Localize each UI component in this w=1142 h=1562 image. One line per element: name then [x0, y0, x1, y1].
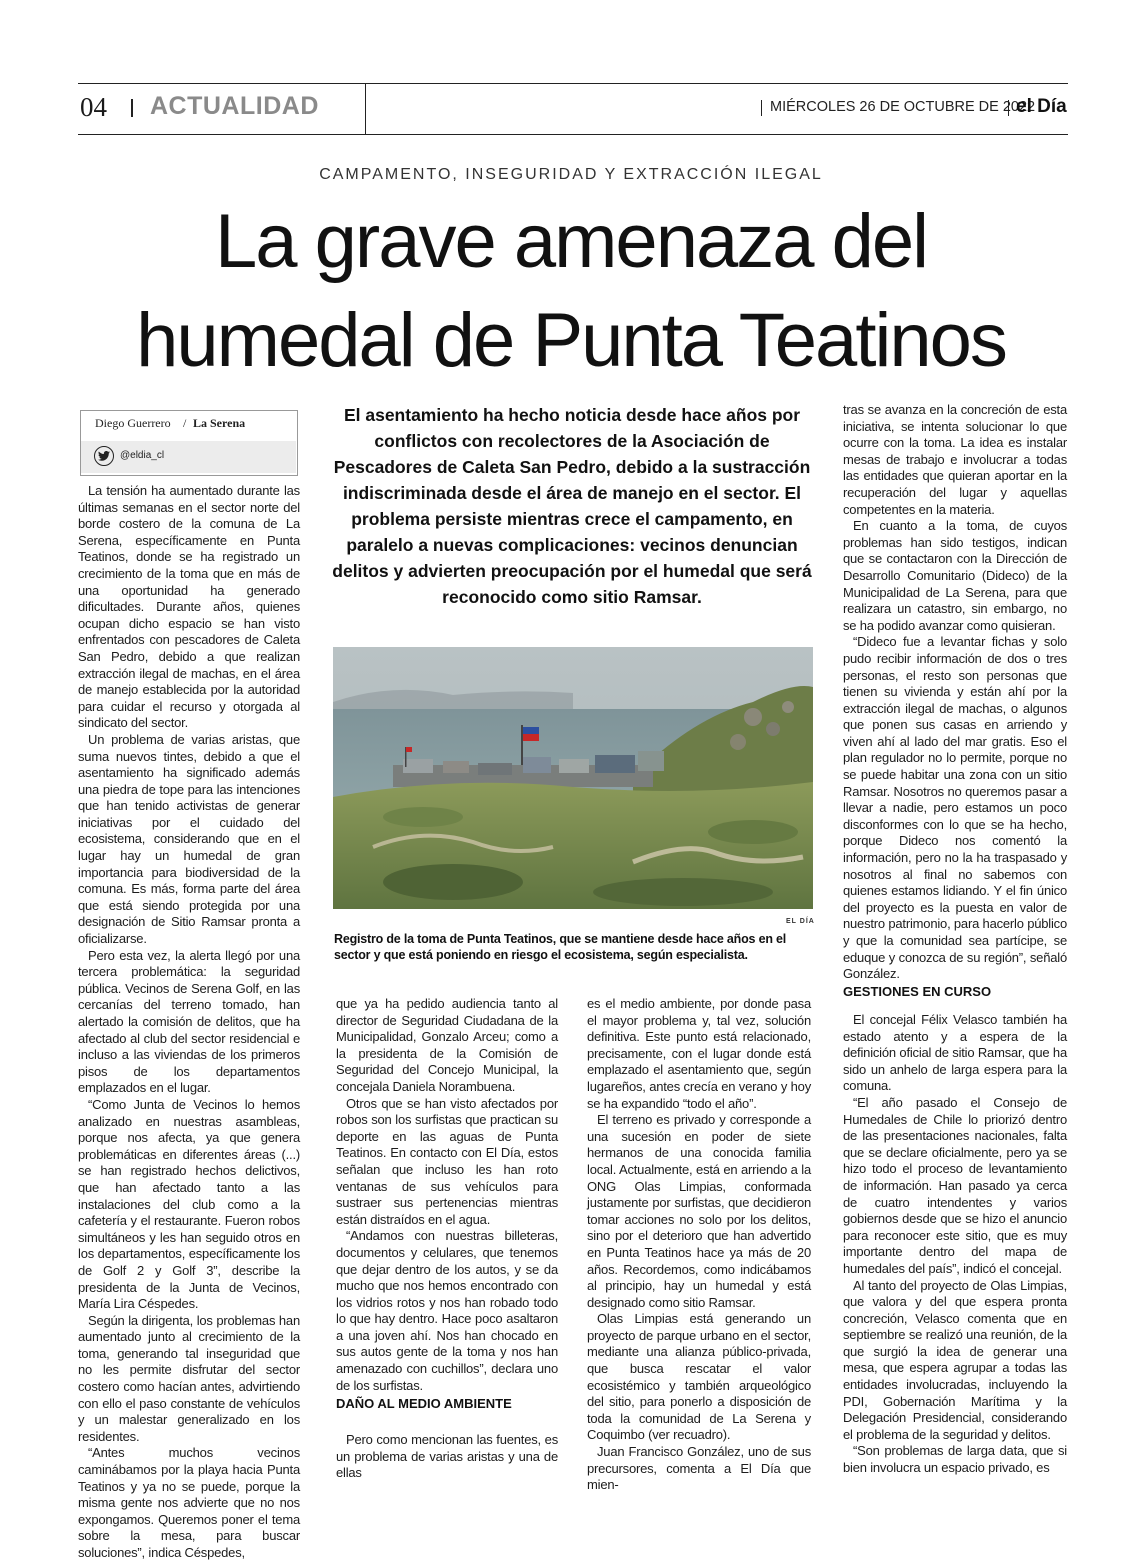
byline-separator: / — [183, 416, 187, 430]
paragraph: Al tanto del proyecto de Olas Limpias, que valora y del que espera pronta concreción, Velasco comenta que en septiembre se realizó una reunión, de la que surgió la idea de generar una mesa, que espera agrupar a todas las entidades involucradas, incluyendo la PDI, Gobernación Marítima y la Delegación Presidencial, considerando el problema de la seguridad y delitos. — [843, 1277, 1067, 1442]
subhead-actions: GESTIONES EN CURSO — [843, 984, 992, 999]
paragraph: Otros que se han visto afectados por robos son los surfistas que practican su deporte en las aguas de Punta Teatinos. En contacto con El Día, estos señalan que incluso les han roto ventanas de sus vehículos para sustraer sus pertenencias mientras están distraídos en el agua. — [336, 1095, 558, 1227]
subhead-environment: DAÑO AL MEDIO AMBIENTE — [336, 1396, 512, 1411]
body-column-3 — [587, 996, 811, 1494]
photo-caption: Registro de la toma de Punta Teatinos, que se mantiene desde hace años en el sector y que está poniendo en riesgo el ecosistema, según especialista. — [334, 932, 787, 962]
paragraph: que ya ha pedido audiencia tanto al director de Seguridad Ciudadana de la Municipalidad, Gonzalo Arceu; como a la presidenta de la Comisión de Seguridad del Concejo Municipal, la concejala Daniela Norambuena. — [336, 996, 558, 1094]
headline-line-2: humedal de Punta Teatinos — [136, 298, 1006, 383]
paragraph: Pero esta vez, la alerta llegó por una tercera problemática: la seguridad pública. Vecinos de Serena Golf, en las cercanías del terreno tomado, han alertado la comisión de delitos, que ha afectado al club del sector residencial e incluso a las viviendas de los primeros pisos de los departamentos emplazados en el lugar. — [78, 947, 300, 1096]
paragraph: Un problema de varias aristas, que suma nuevos tintes, debido a que el asentamiento ha significado además una piedra de tope para las intenciones que han tenido activistas de generar iniciativas por el cuidado del ecosistema, considerando que en el lugar hay un humedal de gran importancia para biodiversidad de la comuna. Es más, forma parte del área que está siendo protegida por una designación de Sitio Ramsar pronta a oficializarse. — [78, 731, 300, 947]
paragraph: Pero como mencionan las fuentes, es un problema de varias aristas y una de ellas — [336, 1432, 558, 1481]
byline-city: La Serena — [193, 416, 246, 430]
paragraph: Olas Limpias está generando un proyecto de parque urbano en el sector, mediante una alianza público-privada, que busca rescatar el valor ecosistémico y también arqueológico del sitio, para ponerlo a disposición de toda la comunidad de La Serena y Coquimbo (ver recuadro). — [587, 1311, 811, 1443]
masthead-logo: el Día — [1016, 96, 1067, 117]
photo-credit: EL DÍA — [786, 918, 815, 925]
header-section-rule — [365, 84, 366, 134]
section-name: ACTUALIDAD — [150, 92, 319, 120]
paragraph: Según la dirigenta, los problemas han aumentado junto al crecimiento de la toma, generando tal inseguridad que no les permite disfrutar del sector costero como hacían antes, advirtiendo con ello el paso constante de vehículos y un malestar generalizado en los residentes. — [78, 1312, 300, 1444]
paragraph: “Antes muchos vecinos caminábamos por la playa hacia Punta Teatinos y ya no se puede, porque la misma gente nos advierte que no nos expongamos. Queremos poner el tema sobre la mesa, para buscar soluciones”, indica Céspedes, — [78, 1445, 300, 1560]
body-column-4-top — [843, 402, 1067, 983]
paragraph: “Dideco fue a levantar fichas y solo pudo recibir información de dos o tres personas, el resto son personas que tienen su vivienda y están ahí por la extracción ilegal de machas, o algunos que ponen sus casas en arriendo y viven ahí al lado del mar gratis. Eso el plan regulador no lo permite, porque no se puede habitar una zona con un sitio Ramsar. Nosotros no queremos pasar a llevar a nadie, pero estamos un poco disconformes con lo que se ha hecho, porque Dideco nos comentó la información, pero no la ha traspasado y nosotros al final no sabemos con quienes estamos lidiando. Y el fin único del proyecto es la puesta en valor de nuestro patrimonio, para hacerlo público y que la comunidad sea partícipe, se eduque y conozca de su región”, señaló González. — [843, 634, 1067, 982]
headline-line-1: La grave amenaza del — [214, 199, 928, 284]
paragraph: “Andamos con nuestras billeteras, documentos y celulares, que tenemos que dejar dentro de los autos, y se da mucho que nos hemos encontrado con los vidrios rotos y nos han robado todo lo que hay dentro. Hace poco asaltaron a una joven ahí. Nos han chocado en sus autos gente de la toma y nos han amenazado con cuchillos”, declara uno de los surfistas. — [336, 1228, 558, 1393]
paragraph: “Son problemas de larga data, que si bien involucra un espacio privado, es — [843, 1443, 1067, 1476]
paragraph: El concejal Félix Velasco también ha estado atento y a espera de la definición oficial de sitio Ramsar, que ha sido un anhelo de larga espera para la comuna. — [843, 1012, 1067, 1094]
header-bottom-rule — [78, 134, 1068, 135]
paragraph: “El año pasado el Consejo de Humedales de Chile lo priorizó dentro de las presentaciones nacionales, falta que se declare oficialmente, pero ya se hizo todo el proceso de levantamiento de información. Han pasado ya cerca de cuatro intendentes y varios gobiernos desde que se hizo el anuncio para reconocer este sitio, que es muy importante dentro del mapa de humedales del país”, indicó el concejal. — [843, 1094, 1067, 1276]
masthead-divider — [1008, 100, 1009, 116]
article-photo — [333, 647, 813, 909]
header-top-rule — [78, 83, 1068, 84]
byline-author: Diego Guerrero — [95, 416, 171, 430]
article-kicker: CAMPAMENTO, INSEGURIDAD Y EXTRACCIÓN ILEGAL — [319, 166, 823, 183]
date-divider — [761, 100, 762, 116]
paragraph: tras se avanza en la concreción de esta iniciativa, se intenta solucionar lo que ocurre con la toma. La idea es instalar mesas de trabajo e involucrar a todas las entidades que quieran aportar en la recuperación del lugar y aquellas competentes en la materia. — [843, 402, 1067, 517]
body-column-4-bottom — [843, 1012, 1067, 1477]
page-number: 04 — [80, 92, 107, 122]
body-column-1 — [78, 483, 300, 1562]
paragraph: “Como Junta de Vecinos lo hemos analizado en nuestras asambleas, porque nos afecta, ya que genera problemáticas en diferentes áreas (...) se han registrado hechos delictivos, que han afectado tanto a las instalaciones del club como a la cafetería y el restaurante. Fueron robos simultáneos y les han seguido otros en los departamentos, específicamente los de Golf 2 y Golf 3”, describe la presidenta de la Junta de Vecinos, María Lira Céspedes. — [78, 1096, 300, 1312]
paragraph: La tensión ha aumentado durante las últimas semanas en el sector norte del borde costero de la comuna de La Serena, específicamente en Punta Teatinos, donde se ha registrado un crecimiento de la toma que en más de una oportunidad ha generado dificultades. Durante años, quienes ocupan dicho espacio se han visto enfrentados con pescadores de Caleta San Pedro, debido a que realizan extracción ilegal de machas, en el área de manejo establecida por la autoridad para cuidar el recurso y otorgada al sindicato del sector. — [78, 483, 300, 731]
paragraph: El terreno es privado y corresponde a una sucesión en poder de siete hermanos de una conocida familia local. Actualmente, está en arriendo a la ONG Olas Limpias, conformada justamente por surfistas, que decidieron tomar acciones no solo por los delitos, sino por el deterioro que han advertido en Punta Teatinos hace ya más de 20 años. Recordemos, como indicábamos al principio, hay un humedal y está designado como sitio Ramsar. — [587, 1112, 811, 1310]
twitter-handle: @eldia_cl — [120, 450, 165, 461]
issue-date: MIÉRCOLES 26 DE OCTUBRE DE 2022 — [770, 99, 1036, 115]
paragraph: es el medio ambiente, por donde pasa el mayor problema y, tal vez, solución definitiva. Este punto está relacionado, precisamente, con el lugar donde está emplazado el asentamiento que, según lugareños, antes crecía en verano y hoy se ha expandido “todo el año”. — [587, 996, 811, 1111]
twitter-bird-icon — [94, 446, 114, 466]
paragraph: Juan Francisco González, uno de sus precursores, comenta a El Día que mien- — [587, 1444, 811, 1493]
header-divider — [131, 99, 133, 117]
article-deck: El asentamiento ha hecho noticia desde hace años por conflictos con recolectores de la Asociación de Pescadores de Caleta San Pedro, debido a la sustracción indiscriminada desde el área de manejo en el sector. El problema persiste mientras crece el campamento, en paralelo a nuevas complicaciones: vecinos denuncian delitos y advierten preocupación por el humedal que será reconocido como sitio Ramsar. — [332, 405, 812, 607]
paragraph: En cuanto a la toma, de cuyos problemas han sido testigos, indican que se contactaron con la Dirección de Desarrollo Comunitario (Dideco) de la Municipalidad de La Serena, para que realizara un catastro, sin embargo, no se ha podido avanzar como quisieran. — [843, 518, 1067, 633]
